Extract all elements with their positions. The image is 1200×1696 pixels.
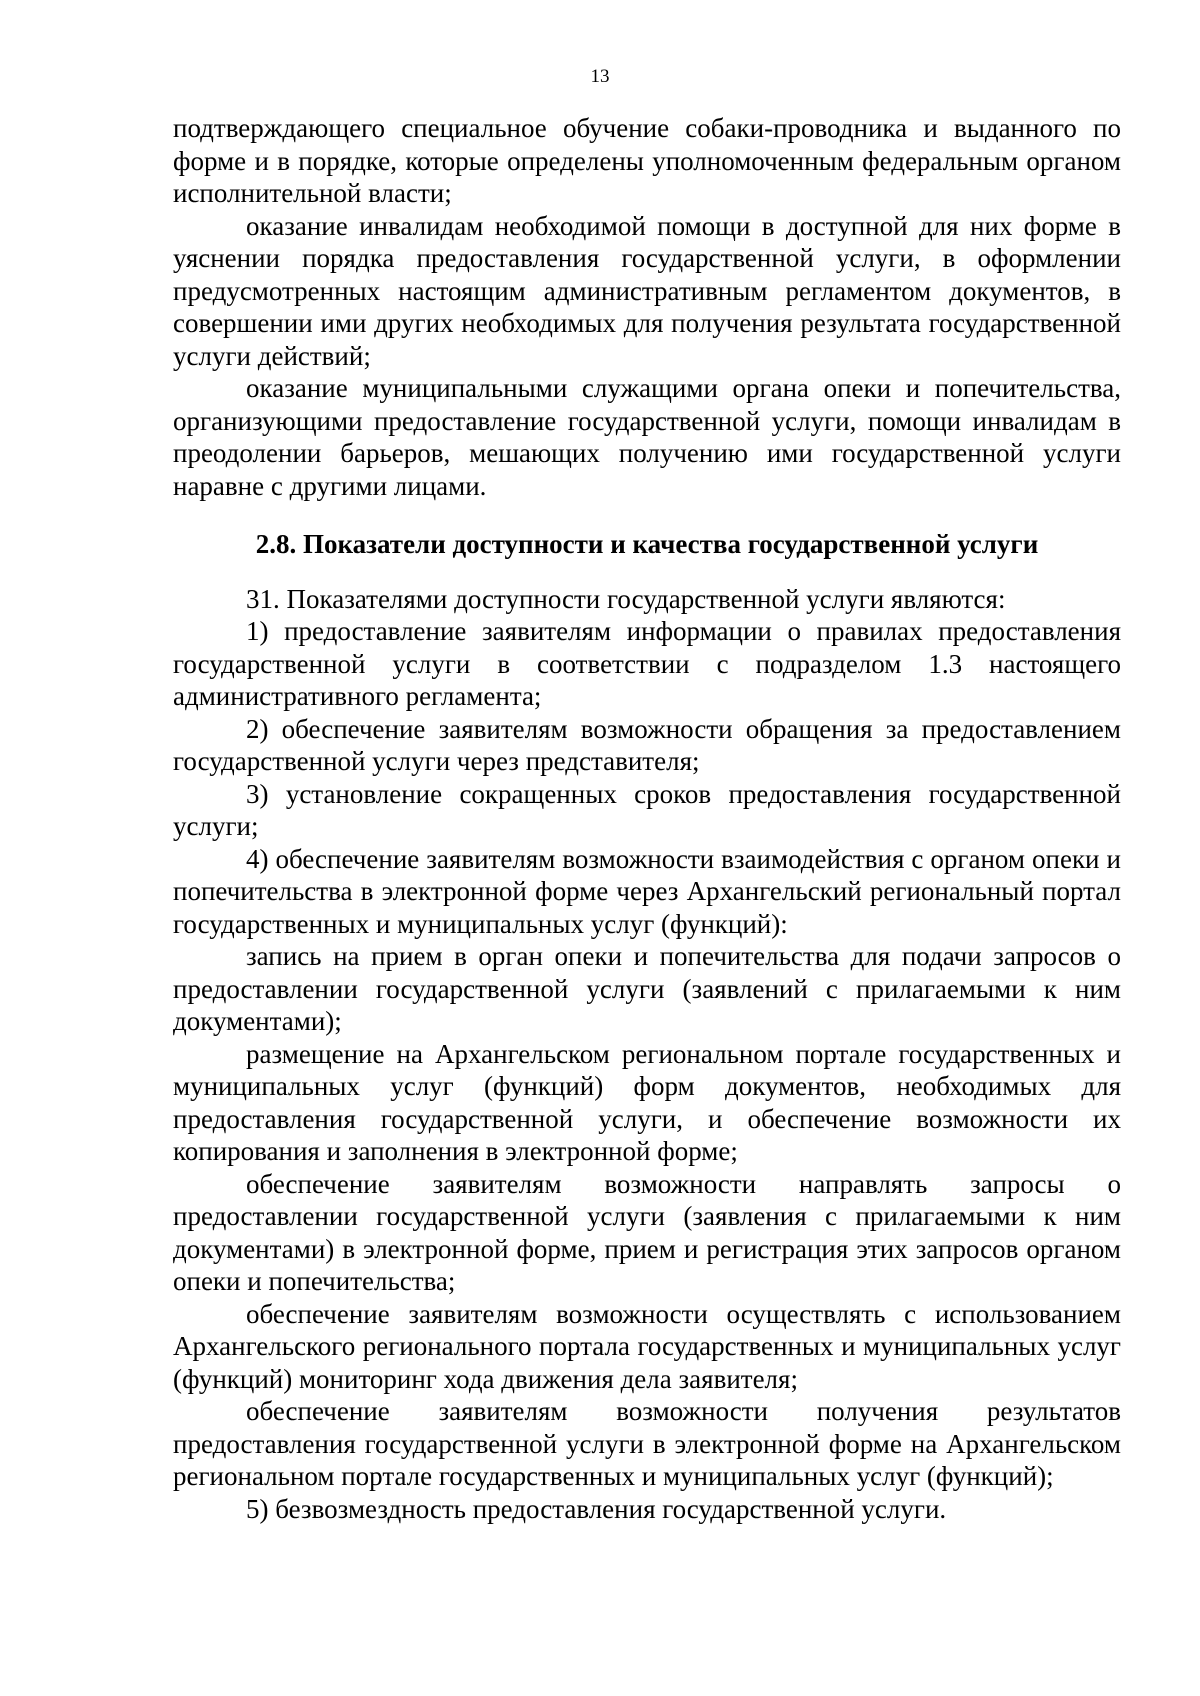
list-item-1: 1) предоставление заявителям информации о правилах предоставления государственной услуги в соответствии с подразделом 1.3 настоящего административного регламента; — [173, 616, 1121, 711]
paragraph-assistance-to-disabled: оказание инвалидам необходимой помощи в доступной для них форме в уяснении порядка предоставления государственной услуги, в оформлении предусмотренных настоящим административным регламентом документов, в совершении ими других необходимых для получения результата государственной услуги действий; — [173, 210, 1121, 371]
sub-item-forms-placement: размещение на Архангельском региональном портале государственных и муниципальных услуг (функций) форм документов, необходимых для предоставления государственной услуги, и обеспечение возможности их копирования и заполнения в электронной форме; — [173, 1038, 1121, 1166]
sub-item-case-monitoring: обеспечение заявителям возможности осуществлять с использованием Архангельского регионального портала государственных и муниципальных услуг (функций) мониторинг хода движения дела заявителя; — [173, 1298, 1121, 1394]
paragraphs-after-heading — [173, 583, 1121, 1526]
list-item-4: 4) обеспечение заявителям возможности взаимодействия с органом опеки и попечительства в электронной форме через Архангельский региональный портал государственных и муниципальных услуг (функций): — [173, 843, 1121, 939]
list-item-2: 2) обеспечение заявителям возможности обращения за предоставлением государственной услуги через представителя; — [173, 713, 1121, 776]
sub-item-electronic-requests: обеспечение заявителям возможности направлять запросы о предоставлении государственной услуги (заявления с прилагаемыми к ним документами) в электронной форме, прием и регистрация этих запросов органом опеки и попечительства; — [173, 1168, 1121, 1296]
page-number: 13 — [590, 66, 610, 87]
paragraph-municipal-assistance: оказание муниципальными служащими органа опеки и попечительства, организующими предоставление государственной услуги, помощи инвалидам в преодолении барьеров, мешающих получению ими государственной услуги наравне с другими лицами. — [173, 373, 1121, 501]
list-item-3: 3) установление сокращенных сроков предоставления государственной услуги; — [173, 778, 1121, 841]
sub-item-appointment: запись на прием в орган опеки и попечительства для подачи запросов о предоставлении государственной услуги (заявлений с прилагаемыми к ним документами); — [173, 941, 1121, 1036]
paragraphs-before-heading — [173, 112, 1121, 502]
paragraph-guide-dog-document: подтверждающего специальное обучение собаки-проводника и выданного по форме и в порядке, которые определены уполномоченным федеральным органом исполнительной власти; — [173, 113, 1121, 208]
list-item-5: 5) безвозмездность предоставления государственной услуги. — [246, 1493, 947, 1524]
sub-item-electronic-results: обеспечение заявителям возможности получения результатов предоставления государственной услуги в электронной форме на Архангельском региональном портале государственных и муниципальных услуг (функций); — [173, 1396, 1121, 1491]
document-body — [173, 112, 1121, 1525]
paragraph-item-31: 31. Показателями доступности государственной услуги являются: — [246, 583, 1006, 614]
section-heading: 2.8. Показатели доступности и качества государственной услуги — [255, 529, 1039, 559]
